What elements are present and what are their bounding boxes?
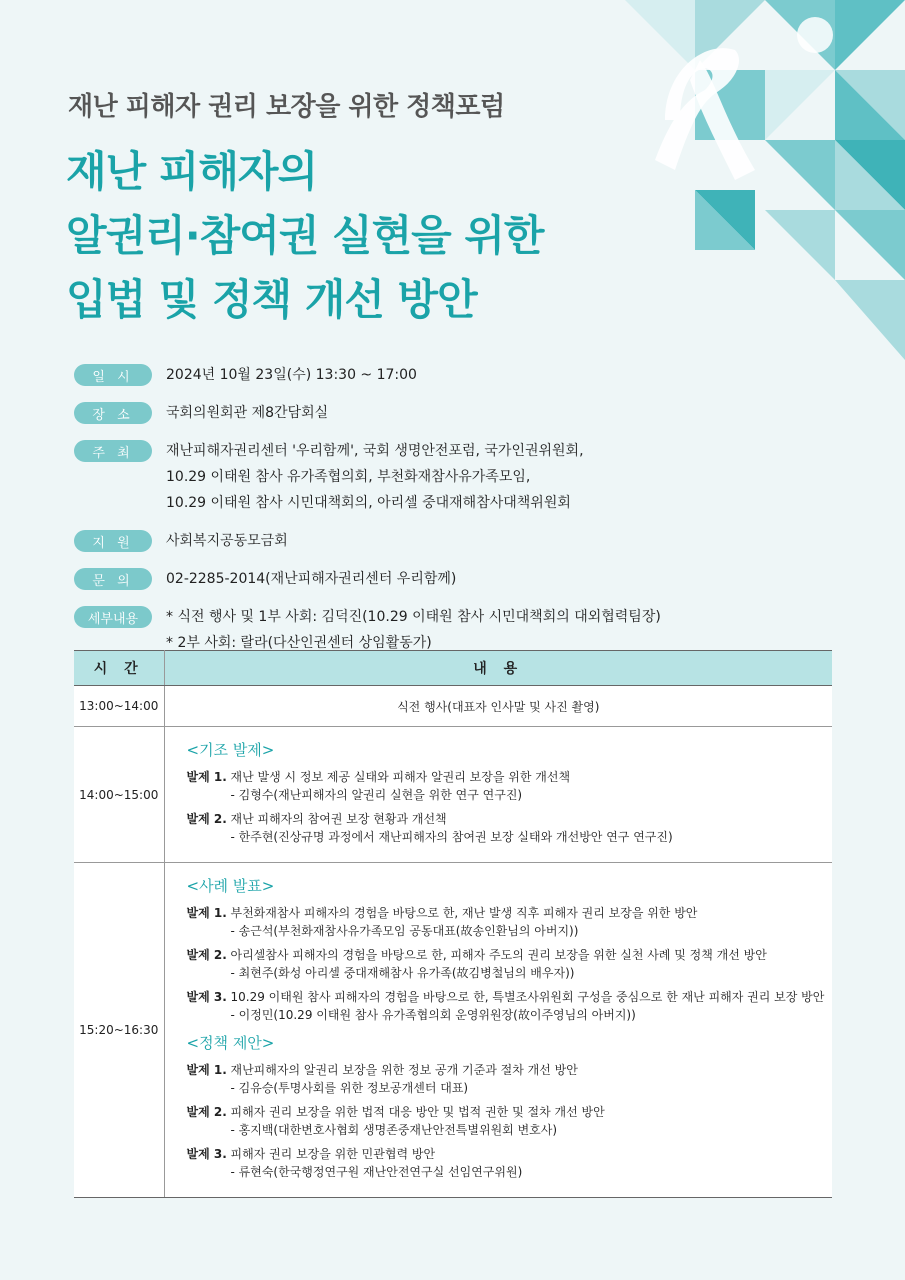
item-presenter: - 류현숙(한국행정연구원 재난안전연구실 선임연구위원) (230, 1165, 523, 1179)
item-label: 발제 2. (186, 1105, 227, 1119)
presentation-item (187, 1145, 833, 1181)
item-label: 발제 1. (186, 906, 227, 920)
info-details (74, 604, 874, 656)
item-label: 발제 3. (186, 990, 227, 1004)
presentation-item (187, 768, 833, 804)
item-label: 발제 1. (186, 770, 227, 784)
presentation-item (187, 946, 833, 982)
item-topic: 재난 피해자의 참여권 보장 현황과 개선책 (230, 812, 447, 826)
item-label: 발제 2. (186, 948, 227, 962)
schedule-table (74, 650, 832, 1198)
item-topic: 피해자 권리 보장을 위한 민관협력 방안 (230, 1147, 436, 1161)
row-time: 13:00~14:00 (74, 686, 164, 727)
forum-title (66, 140, 544, 332)
presentation-item (187, 810, 833, 846)
presentation-item (187, 1061, 833, 1097)
header-content: 내 용 (164, 651, 832, 686)
info-value: 국회의원회관 제8간담회실 (166, 405, 329, 421)
item-presenter: - 이정민(10.29 이태원 참사 유가족협의회 운영위원장(故이주영님의 아버지)) (230, 1008, 636, 1022)
info-value: * 2부 사회: 랄라(다산인권센터 상임활동가) (166, 635, 432, 651)
title-line: 재난 피해자의 (66, 147, 318, 196)
title-line: 입법 및 정책 개선 방안 (66, 275, 477, 324)
info-contact (74, 566, 874, 592)
item-label: 발제 3. (186, 1147, 227, 1161)
item-topic: 10.29 이태원 참사 피해자의 경험을 바탕으로 한, 특별조사위원회 구성을 중심으로 한 재난 피해자 권리 보장 방안 (230, 990, 825, 1004)
section-heading: <기조 발제> (186, 741, 275, 759)
item-topic: 피해자 권리 보장을 위한 법적 대응 방안 및 법적 권한 및 절차 개선 방안 (230, 1105, 605, 1119)
section-heading: <정책 제안> (186, 1034, 275, 1052)
info-date (74, 362, 874, 388)
decorative-pattern (605, 0, 905, 360)
info-support (74, 528, 874, 554)
forum-subtitle: 재난 피해자 권리 보장을 위한 정책포럼 (68, 92, 505, 122)
info-value: 02-2285-2014(재난피해자권리센터 우리함께) (166, 571, 457, 587)
item-label: 발제 1. (186, 1063, 227, 1077)
item-presenter: - 김형수(재난피해자의 알권리 실현을 위한 연구 연구진) (230, 788, 523, 802)
row-time: 14:00~15:00 (74, 727, 164, 863)
item-presenter: - 송근석(부천화재참사유가족모임 공동대표(故송인환님의 아버지)) (230, 924, 579, 938)
info-label: 지 원 (74, 530, 152, 552)
info-value: 사회복지공동모금회 (166, 533, 288, 549)
table-row (74, 727, 832, 863)
title-line: 알권리·참여권 실현을 위한 (66, 211, 544, 260)
info-value: * 식전 행사 및 1부 사회: 김덕진(10.29 이태원 참사 시민대책회의 대외협력팀장) (166, 609, 661, 625)
item-topic: 부천화재참사 피해자의 경험을 바탕으로 한, 재난 발생 직후 피해자 권리 보장을 위한 방안 (230, 906, 698, 920)
section-heading: <사례 발표> (186, 877, 275, 895)
table-row (74, 686, 832, 727)
info-label: 일 시 (74, 364, 152, 386)
item-topic: 재난피해자의 알권리 보장을 위한 정보 공개 기준과 절차 개선 방안 (230, 1063, 578, 1077)
info-host (74, 438, 874, 516)
info-value: 2024년 10월 23일(수) 13:30 ~ 17:00 (166, 367, 417, 383)
info-label: 문 의 (74, 568, 152, 590)
info-venue (74, 400, 874, 426)
info-label: 장 소 (74, 402, 152, 424)
info-label: 세부내용 (74, 606, 152, 628)
info-value: 10.29 이태원 참사 유가족협의회, 부천화재참사유가족모임, (166, 469, 531, 485)
info-value: 재난피해자권리센터 '우리함께', 국회 생명안전포럼, 국가인권위원회, (166, 443, 584, 459)
presentation-item (187, 988, 833, 1024)
item-topic: 재난 발생 시 정보 제공 실태와 피해자 알권리 보장을 위한 개선책 (230, 770, 571, 784)
header-time: 시 간 (74, 651, 164, 686)
row-content: 식전 행사(대표자 인사말 및 사진 촬영) (164, 686, 832, 727)
table-row (74, 863, 832, 1198)
event-info (74, 362, 874, 668)
item-label: 발제 2. (186, 812, 227, 826)
item-presenter: - 김유승(투명사회를 위한 정보공개센터 대표) (230, 1081, 469, 1095)
item-presenter: - 홍지백(대한변호사협회 생명존중재난안전특별위원회 변호사) (230, 1123, 558, 1137)
presentation-item (187, 904, 833, 940)
item-presenter: - 한주현(진상규명 과정에서 재난피해자의 참여권 보장 실태와 개선방안 연구 연구진) (230, 830, 673, 844)
item-topic: 아리셀참사 피해자의 경험을 바탕으로 한, 피해자 주도의 권리 보장을 위한 실천 사례 및 정책 개선 방안 (230, 948, 767, 962)
item-presenter: - 최현주(화성 아리셀 중대재해참사 유가족(故김병철님의 배우자)) (230, 966, 575, 980)
row-time: 15:20~16:30 (74, 863, 164, 1198)
presentation-item (187, 1103, 833, 1139)
info-label: 주 최 (74, 440, 152, 462)
info-value: 10.29 이태원 참사 시민대책회의, 아리셀 중대재해참사대책위원회 (166, 495, 571, 511)
